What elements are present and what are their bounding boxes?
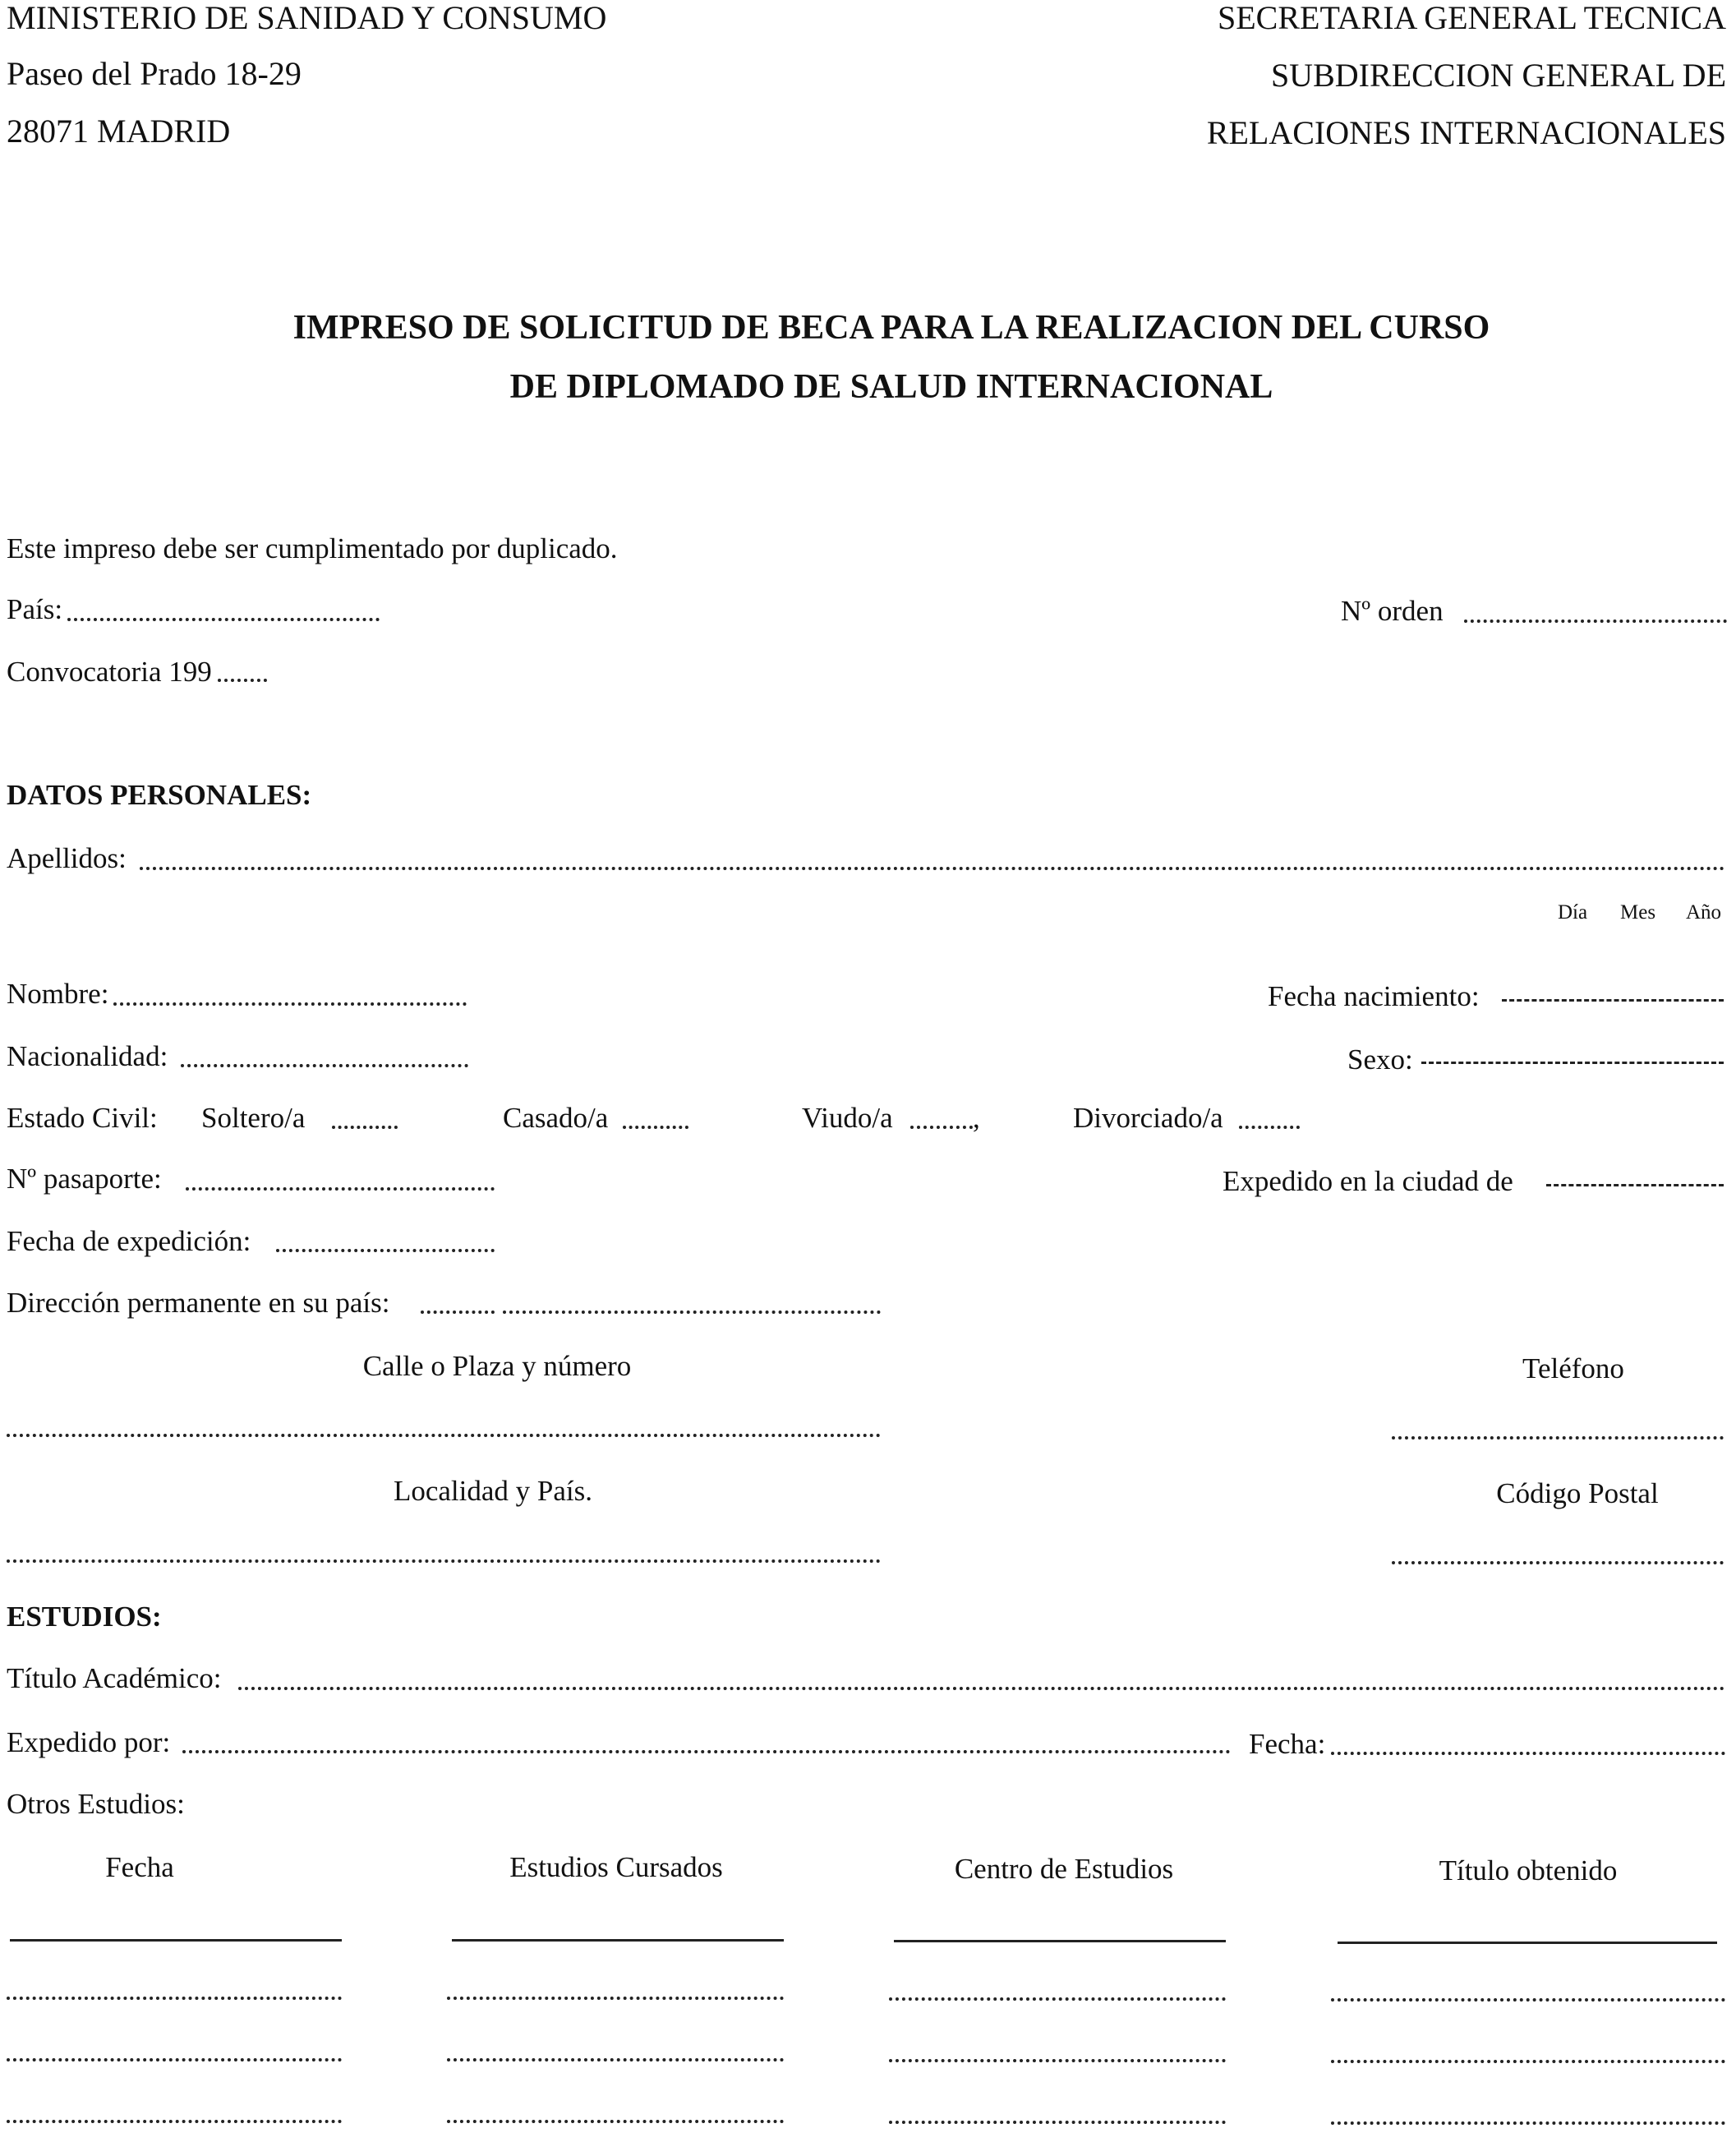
civil-viudo-comma: ,: [973, 1102, 980, 1134]
direccion-label: Dirección permanente en su país:: [7, 1287, 390, 1319]
row1-centro-field[interactable]: [889, 1997, 1226, 2001]
ministry-name: MINISTERIO DE SANIDAD Y CONSUMO: [7, 0, 607, 36]
calle-caption: Calle o Plaza y número: [362, 1350, 632, 1382]
row1-estudios-field[interactable]: [447, 1997, 784, 2000]
row3-titulo-field[interactable]: [1331, 2121, 1725, 2125]
row1-titulo-field[interactable]: [1331, 1998, 1725, 2002]
civil-soltero-label: Soltero/a: [201, 1102, 306, 1134]
date-col-mes: Mes: [1620, 901, 1656, 924]
nombre-field[interactable]: [113, 1002, 467, 1006]
fecha-expedicion-label: Fecha de expedición:: [7, 1225, 251, 1257]
row1-fecha-field[interactable]: [7, 1997, 342, 2000]
col-centro-header: Centro de Estudios: [954, 1853, 1174, 1885]
orden-field[interactable]: [1464, 620, 1727, 623]
titulo-academico-label: Título Académico:: [7, 1662, 222, 1694]
row3-centro-field[interactable]: [889, 2121, 1226, 2124]
col-estudios-rule: [452, 1939, 784, 1942]
expedido-ciudad-field[interactable]: [1546, 1184, 1724, 1186]
secretaria-line: SECRETARIA GENERAL TECNICA: [1217, 0, 1726, 36]
otros-estudios-label: Otros Estudios:: [7, 1788, 185, 1820]
apellidos-label: Apellidos:: [7, 842, 127, 874]
civil-casado-label: Casado/a: [503, 1102, 609, 1134]
col-titulo-header: Título obtenido: [1439, 1854, 1618, 1886]
direccion-field-a[interactable]: [421, 1311, 495, 1314]
datos-personales-heading: DATOS PERSONALES:: [7, 779, 312, 811]
calle-field[interactable]: [7, 1434, 881, 1437]
date-col-dia: Día: [1558, 901, 1588, 924]
sexo-label: Sexo:: [1347, 1043, 1413, 1076]
row3-fecha-field[interactable]: [7, 2120, 342, 2123]
form-title-line1: IMPRESO DE SOLICITUD DE BECA PARA LA REALIZACION DEL CURSO: [292, 309, 1490, 347]
civil-casado-field[interactable]: [623, 1126, 688, 1129]
convocatoria-field[interactable]: [218, 679, 267, 682]
pasaporte-label: Nº pasaporte:: [7, 1163, 162, 1195]
date-col-ano: Año: [1686, 901, 1722, 924]
estado-civil-label: Estado Civil:: [7, 1102, 158, 1134]
titulo-academico-field[interactable]: [238, 1687, 1725, 1690]
direccion-field-b[interactable]: [503, 1311, 881, 1314]
duplicate-note: Este impreso debe ser cumplimentado por duplicado.: [7, 532, 618, 564]
subdireccion-line: SUBDIRECCION GENERAL DE: [1270, 57, 1726, 94]
civil-divorciado-field[interactable]: [1239, 1126, 1300, 1129]
estudios-heading: ESTUDIOS:: [7, 1601, 162, 1633]
studies-fecha-label: Fecha:: [1249, 1728, 1326, 1760]
civil-viudo-label: Viudo/a: [802, 1102, 893, 1134]
localidad-field[interactable]: [7, 1559, 881, 1563]
relaciones-line: RELACIONES INTERNACIONALES: [1206, 114, 1726, 151]
expedido-por-label: Expedido por:: [7, 1726, 171, 1758]
civil-viudo-field[interactable]: [910, 1126, 973, 1129]
col-titulo-rule: [1338, 1942, 1717, 1944]
pais-field[interactable]: [67, 618, 380, 621]
form-title-line2: DE DIPLOMADO DE SALUD INTERNACIONAL: [509, 368, 1273, 406]
nombre-label: Nombre:: [7, 978, 109, 1010]
ministry-city: 28071 MADRID: [7, 113, 231, 150]
nacionalidad-field[interactable]: [181, 1064, 468, 1067]
studies-fecha-field[interactable]: [1331, 1752, 1725, 1755]
telefono-field[interactable]: [1392, 1436, 1724, 1440]
sexo-field[interactable]: [1421, 1062, 1724, 1064]
expedido-por-field[interactable]: [182, 1750, 1231, 1753]
localidad-caption: Localidad y País.: [393, 1475, 593, 1507]
fecha-expedicion-field[interactable]: [276, 1249, 495, 1252]
codigo-postal-caption: Código Postal: [1496, 1477, 1659, 1509]
row2-titulo-field[interactable]: [1331, 2060, 1725, 2063]
codigo-postal-field[interactable]: [1392, 1561, 1724, 1564]
expedido-ciudad-label: Expedido en la ciudad de: [1223, 1165, 1513, 1197]
row2-centro-field[interactable]: [889, 2059, 1226, 2062]
convocatoria-label: Convocatoria 199: [7, 656, 212, 688]
telefono-caption: Teléfono: [1522, 1352, 1624, 1384]
fecha-nacimiento-field[interactable]: [1502, 999, 1724, 1002]
civil-divorciado-label: Divorciado/a: [1073, 1102, 1223, 1134]
row3-estudios-field[interactable]: [447, 2120, 784, 2123]
row2-estudios-field[interactable]: [447, 2058, 784, 2061]
orden-label: Nº orden: [1341, 595, 1444, 627]
nacionalidad-label: Nacionalidad:: [7, 1040, 168, 1072]
col-fecha-header: Fecha: [105, 1851, 174, 1883]
col-fecha-rule: [10, 1939, 342, 1942]
col-centro-rule: [894, 1940, 1226, 1942]
fecha-nacimiento-label: Fecha nacimiento:: [1268, 980, 1480, 1012]
pasaporte-field[interactable]: [186, 1187, 495, 1191]
pais-label: País:: [7, 593, 63, 625]
apellidos-field[interactable]: [140, 867, 1725, 870]
col-estudios-header: Estudios Cursados: [509, 1851, 723, 1883]
ministry-address: Paseo del Prado 18-29: [7, 55, 302, 92]
row2-fecha-field[interactable]: [7, 2058, 342, 2061]
civil-soltero-field[interactable]: [332, 1126, 398, 1129]
